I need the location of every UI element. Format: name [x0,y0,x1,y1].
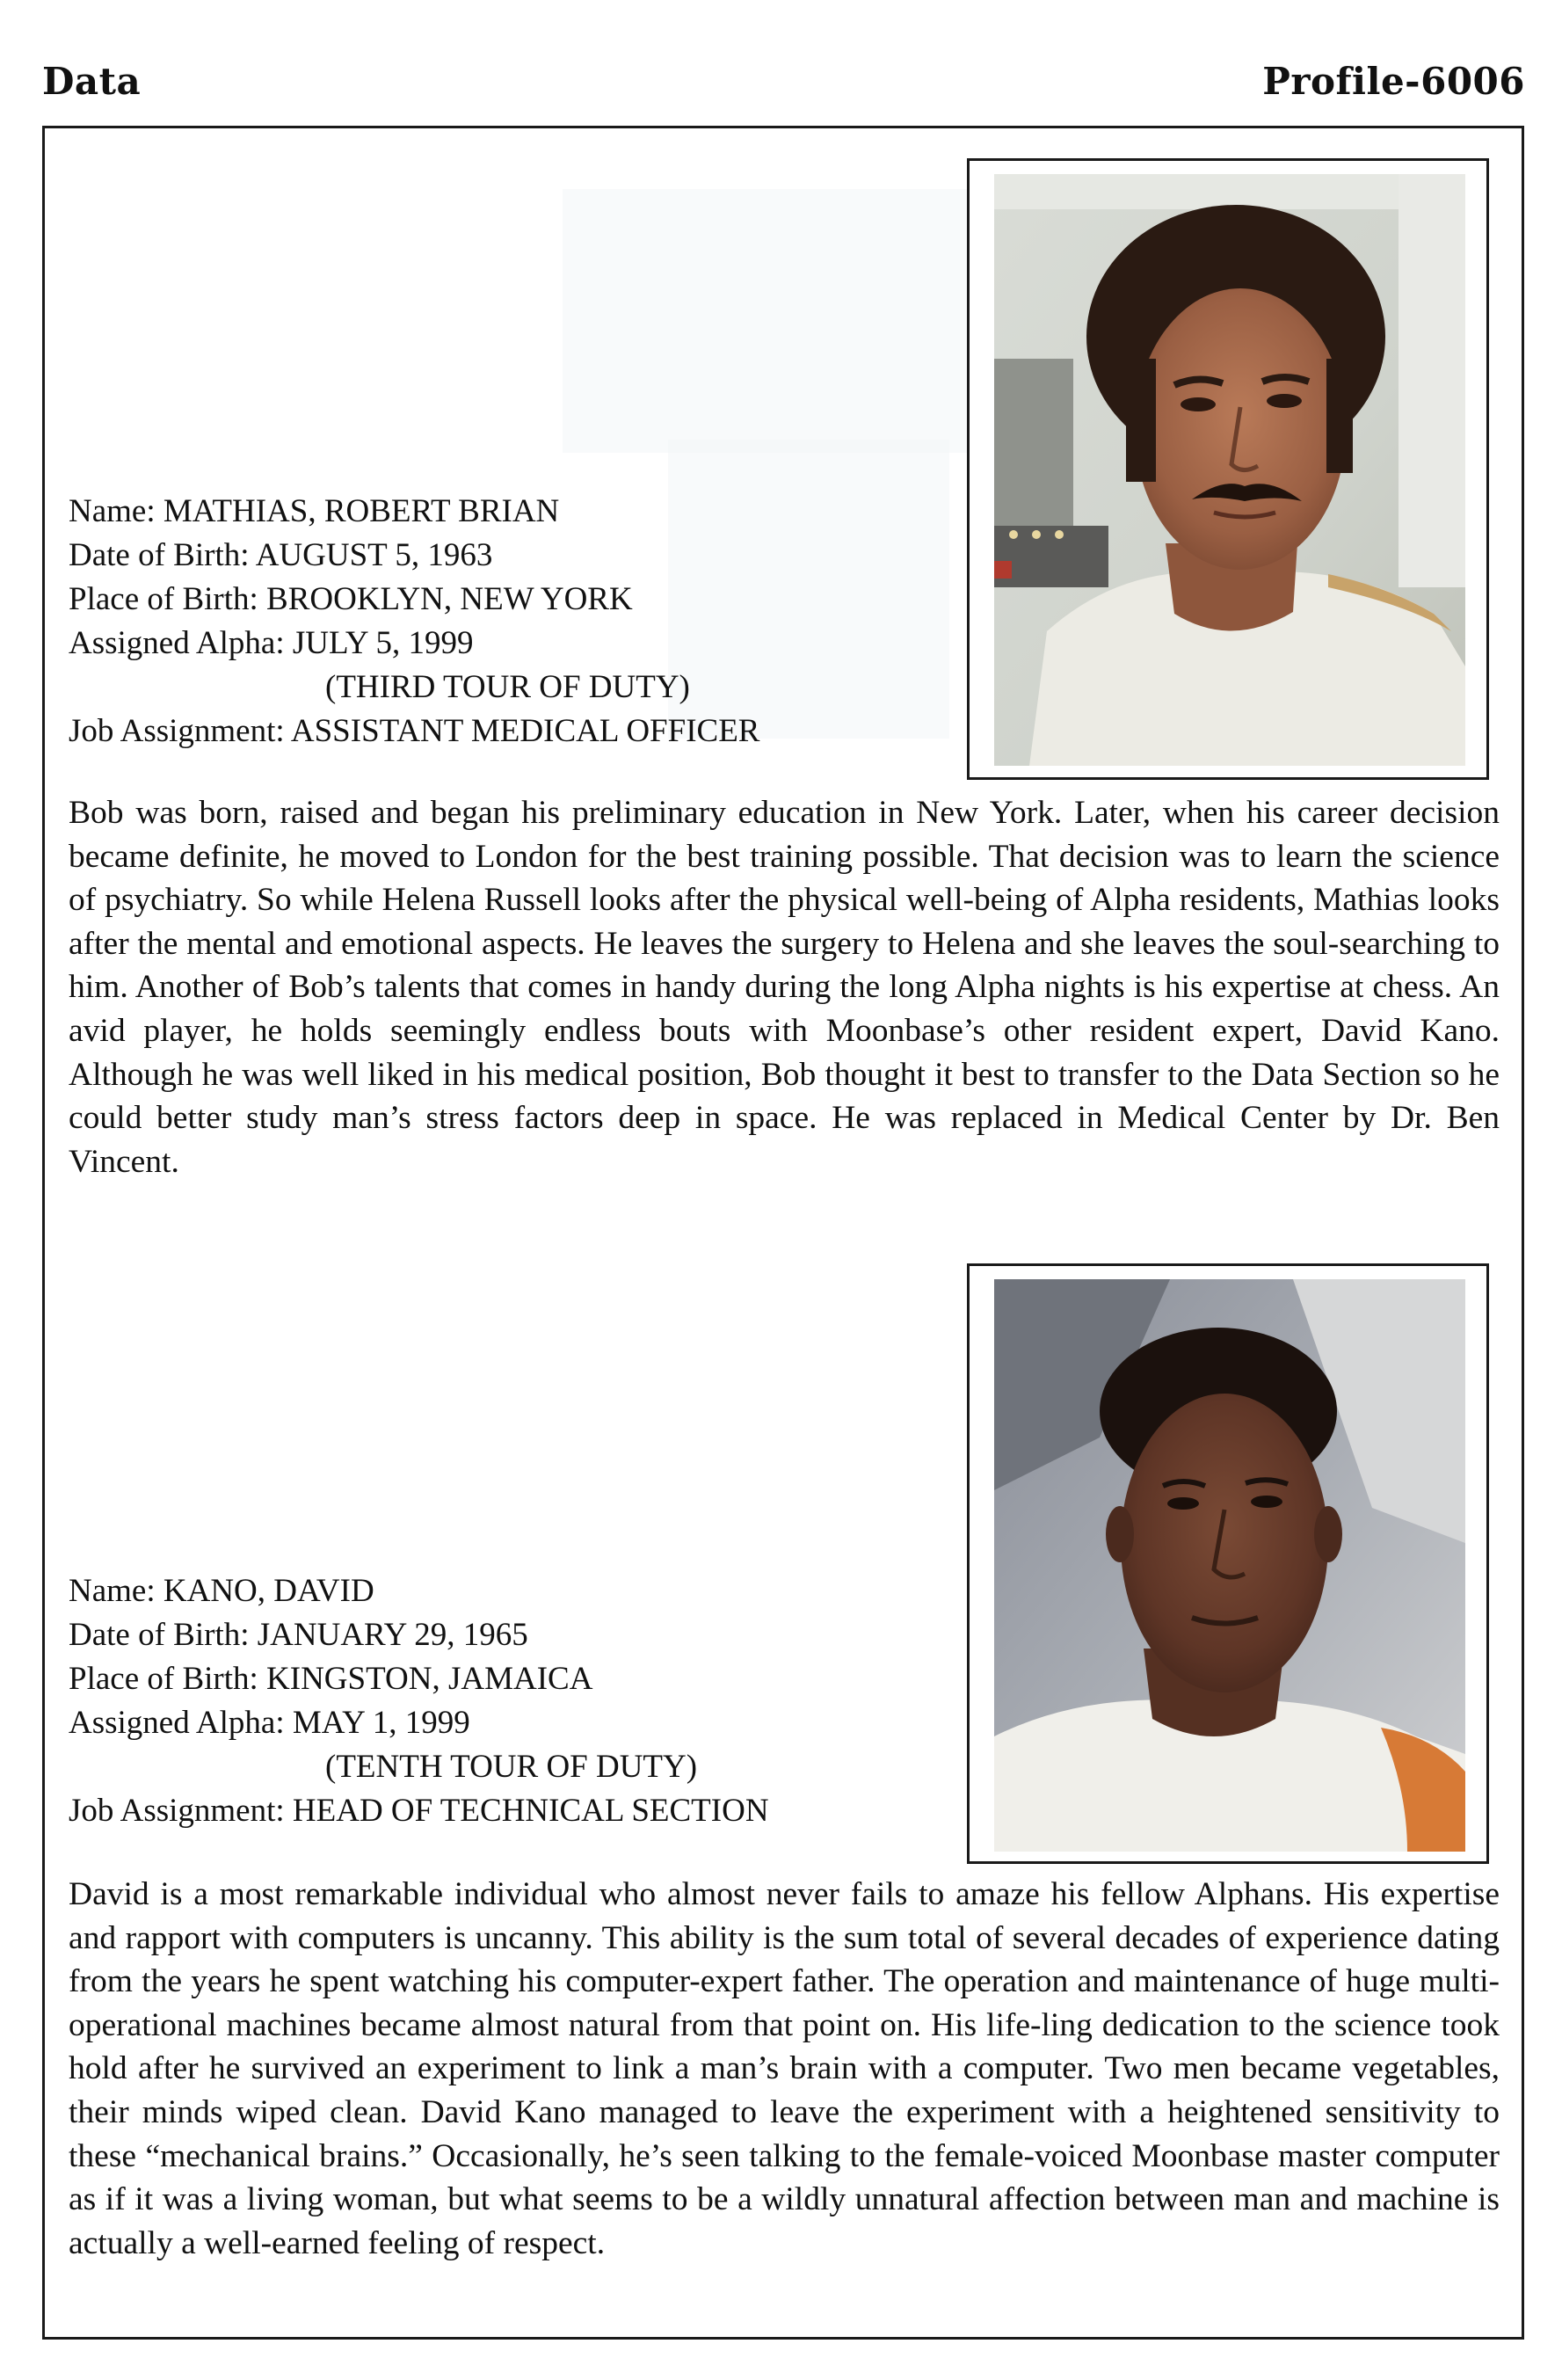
profile-info-mathias [69,490,760,753]
portrait-photo-mathias [994,174,1465,766]
tour-line: (TENTH TOUR OF DUTY) [325,1749,698,1785]
pob-line: Place of Birth: KINGSTON, JAMAICA [69,1661,593,1697]
bio-kano: David is a most remarkable individual who almost never fails to amaze his fellow Alphans. His expertise and rapport with computers is uncanny. This ability is the sum total of several decades of experience dating from the years he spent watching his computer-expert father. The operation and maintenance of huge multi-operational machines became almost natural from that point on. His life-ling dedication to the science took hold after he survived an experiment to link a man’s brain with a computer. Two men became vegetables, their minds wiped clean. David Kano managed to leave the experiment with a heightened sensitivity to these “mechanical brains.” Occasionally, he’s seen talking to the female-voiced Moonbase master computer as if it was a living woman, but what seems to be a wildly unnatural affection between man and machine is actually a well-earned feeling of respect. [69,1876,1500,2261]
photo-frame-mathias [967,158,1489,780]
pob-line: Place of Birth: BROOKLYN, NEW YORK [69,581,633,617]
page-header-left: Data [42,60,142,103]
photo-frame-kano [967,1263,1489,1864]
page-header-right: Profile-6006 [1262,60,1525,103]
job-line: Job Assignment: HEAD OF TECHNICAL SECTION [69,1793,769,1829]
assigned-line: Assigned Alpha: MAY 1, 1999 [69,1705,470,1741]
job-line: Job Assignment: ASSISTANT MEDICAL OFFICER [69,713,760,749]
assigned-line: Assigned Alpha: JULY 5, 1999 [69,625,474,661]
portrait-mathias-image [994,174,1465,766]
dob-line: Date of Birth: JANUARY 29, 1965 [69,1617,528,1653]
background-shade [563,189,967,453]
dob-line: Date of Birth: AUGUST 5, 1963 [69,537,493,573]
name-line: Name: KANO, DAVID [69,1573,374,1609]
portrait-kano-image [994,1279,1465,1852]
bio-mathias: Bob was born, raised and began his preliminary education in New York. Later, when his career decision became definite, he moved to London for the best training possible. That decision was to learn the science of psychiatry. So while Helena Russell looks after the physical well-being of Alpha residents, Mathias looks after the mental and emotional aspects. He leaves the surgery to Helena and she leaves the soul-searching to him. Another of Bob’s talents that comes in handy during the long Alpha nights is his expertise at chess. An avid player, he holds seemingly endless bouts with Moonbase’s other resident expert, David Kano. Although he was well liked in his medical position, Bob thought it best to transfer to the Data Section so he could better study man’s stress factors deep in space. He was replaced in Medical Center by Dr. Ben Vincent. [69,795,1500,1180]
portrait-photo-kano [994,1279,1465,1852]
profile-info-kano [69,1569,769,1833]
name-line: Name: MATHIAS, ROBERT BRIAN [69,493,560,529]
tour-line: (THIRD TOUR OF DUTY) [325,669,690,705]
